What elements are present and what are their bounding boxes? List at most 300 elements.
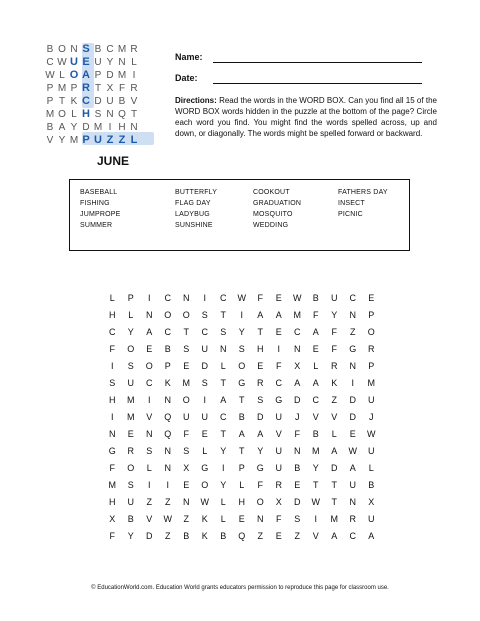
- word-item: GRADUATION: [253, 200, 302, 207]
- logo-letter: L: [130, 134, 138, 146]
- puzzle-letter[interactable]: D: [349, 395, 356, 405]
- puzzle-letter[interactable]: W: [311, 497, 320, 507]
- puzzle-letter[interactable]: M: [182, 378, 190, 388]
- puzzle-letter[interactable]: M: [108, 480, 116, 490]
- puzzle-grid: [103, 290, 381, 545]
- puzzle-letter[interactable]: C: [312, 395, 319, 405]
- logo-letter: K: [70, 96, 78, 107]
- logo-letter: B: [118, 96, 126, 107]
- puzzle-letter[interactable]: I: [147, 293, 151, 303]
- puzzle-letter[interactable]: S: [238, 344, 245, 354]
- puzzle-letter[interactable]: D: [294, 497, 301, 507]
- puzzle-letter[interactable]: I: [221, 463, 225, 473]
- logo-letter: R: [130, 44, 138, 55]
- word-item: PICNIC: [338, 211, 363, 218]
- puzzle-letter[interactable]: C: [164, 327, 171, 337]
- puzzle-letter[interactable]: P: [164, 361, 171, 371]
- puzzle-letter[interactable]: N: [164, 463, 171, 473]
- puzzle-letter[interactable]: D: [257, 412, 264, 422]
- logo-letter: P: [82, 134, 90, 146]
- logo-letter: R: [82, 82, 90, 94]
- puzzle-letter[interactable]: F: [276, 514, 282, 524]
- puzzle-letter[interactable]: Z: [165, 497, 171, 507]
- logo-letter: F: [118, 83, 126, 94]
- puzzle-letter[interactable]: M: [312, 446, 320, 456]
- puzzle-letter[interactable]: U: [127, 378, 134, 388]
- puzzle-letter[interactable]: P: [238, 463, 245, 473]
- directions: [175, 95, 437, 139]
- puzzle-letter[interactable]: F: [183, 429, 189, 439]
- puzzle-letter[interactable]: F: [276, 361, 282, 371]
- logo-letter: U: [70, 56, 78, 68]
- puzzle-letter[interactable]: P: [368, 310, 375, 320]
- puzzle-letter[interactable]: U: [368, 395, 375, 405]
- puzzle-letter[interactable]: B: [294, 463, 301, 473]
- puzzle-letter[interactable]: X: [294, 361, 301, 371]
- puzzle-letter[interactable]: W: [348, 446, 357, 456]
- logo-letter: C: [82, 95, 90, 107]
- puzzle-letter[interactable]: W: [237, 293, 246, 303]
- puzzle-letter[interactable]: E: [312, 344, 319, 354]
- puzzle-letter[interactable]: E: [275, 293, 282, 303]
- logo-letter: W: [45, 70, 55, 81]
- puzzle-letter[interactable]: Q: [164, 429, 172, 439]
- puzzle-letter[interactable]: F: [109, 344, 115, 354]
- logo-letter: Y: [106, 57, 114, 68]
- puzzle-letter[interactable]: L: [146, 463, 152, 473]
- puzzle-letter[interactable]: G: [201, 463, 209, 473]
- puzzle-letter[interactable]: E: [368, 293, 375, 303]
- puzzle-letter[interactable]: U: [368, 514, 375, 524]
- word-item: FLAG DAY: [175, 200, 211, 207]
- logo-letter: S: [82, 43, 90, 55]
- puzzle-letter[interactable]: C: [109, 327, 116, 337]
- logo-letter: A: [82, 69, 90, 81]
- puzzle-letter[interactable]: E: [146, 344, 153, 354]
- puzzle-letter[interactable]: I: [110, 361, 114, 371]
- logo-letter: N: [106, 109, 114, 120]
- logo-letter: D: [82, 122, 90, 133]
- puzzle-letter[interactable]: N: [220, 344, 227, 354]
- puzzle-letter[interactable]: A: [257, 429, 264, 439]
- puzzle-letter[interactable]: E: [183, 480, 190, 490]
- puzzle-letter[interactable]: S: [183, 344, 190, 354]
- puzzle-letter[interactable]: N: [349, 497, 356, 507]
- puzzle-letter[interactable]: C: [275, 378, 282, 388]
- puzzle-letter[interactable]: D: [349, 412, 356, 422]
- puzzle-letter[interactable]: N: [349, 310, 356, 320]
- logo-letter: M: [57, 83, 67, 94]
- puzzle-letter[interactable]: F: [109, 531, 115, 541]
- logo-letter: N: [70, 44, 78, 55]
- puzzle-letter[interactable]: G: [238, 378, 246, 388]
- puzzle-letter[interactable]: U: [275, 463, 282, 473]
- puzzle-letter[interactable]: V: [331, 412, 338, 422]
- puzzle-letter[interactable]: Z: [331, 395, 337, 405]
- puzzle-letter[interactable]: C: [164, 293, 171, 303]
- puzzle-letter[interactable]: U: [275, 412, 282, 422]
- word-item: LADYBUG: [175, 211, 210, 218]
- puzzle-letter[interactable]: N: [257, 514, 264, 524]
- puzzle-letter[interactable]: K: [164, 378, 171, 388]
- logo-letter: W: [57, 57, 67, 68]
- word-item: WEDDING: [253, 222, 289, 229]
- logo-letter: N: [118, 57, 126, 68]
- logo-letter: M: [93, 122, 103, 133]
- puzzle-letter[interactable]: G: [349, 344, 357, 354]
- puzzle-letter[interactable]: I: [203, 395, 206, 405]
- puzzle-letter[interactable]: O: [182, 310, 190, 320]
- name-field[interactable]: [213, 62, 422, 63]
- puzzle-letter[interactable]: G: [275, 395, 283, 405]
- logo-letter: O: [58, 44, 66, 55]
- logo-letter: P: [46, 83, 54, 94]
- puzzle-letter[interactable]: I: [314, 514, 317, 524]
- puzzle-letter[interactable]: X: [275, 497, 282, 507]
- puzzle-letter[interactable]: H: [109, 497, 116, 507]
- date-field[interactable]: [213, 83, 422, 84]
- puzzle-letter[interactable]: C: [220, 412, 227, 422]
- puzzle-letter[interactable]: G: [108, 446, 116, 456]
- puzzle-letter[interactable]: C: [220, 293, 227, 303]
- word-item: FISHING: [80, 200, 110, 207]
- puzzle-letter[interactable]: T: [257, 327, 263, 337]
- puzzle-letter[interactable]: N: [183, 497, 190, 507]
- logo-letter: Z: [106, 134, 114, 146]
- puzzle-letter[interactable]: V: [312, 531, 319, 541]
- puzzle-letter[interactable]: O: [256, 497, 264, 507]
- logo-letter: V: [130, 96, 138, 107]
- puzzle-letter[interactable]: M: [127, 412, 135, 422]
- logo-letter: Y: [58, 135, 66, 146]
- logo-letter: Y: [70, 122, 78, 133]
- logo-letter: I: [132, 70, 136, 81]
- puzzle-letter[interactable]: U: [201, 412, 208, 422]
- puzzle-letter[interactable]: E: [127, 429, 134, 439]
- puzzle-letter[interactable]: X: [368, 497, 375, 507]
- word-item: SUNSHINE: [175, 222, 213, 229]
- puzzle-letter[interactable]: B: [220, 531, 227, 541]
- puzzle-letter[interactable]: I: [351, 378, 354, 388]
- directions-text: Read the words in the WORD BOX. Can you find all 15 of the WORD BOX words hidden in the puzzle at the bottom of the page? Circle each word you find. You might find the words spelled across, up and down, or diagonally. The words might be spelled forward or backward.: [175, 96, 437, 138]
- puzzle-letter[interactable]: N: [146, 310, 153, 320]
- puzzle-letter[interactable]: S: [109, 378, 116, 388]
- puzzle-letter[interactable]: B: [164, 344, 171, 354]
- puzzle-letter[interactable]: R: [331, 361, 338, 371]
- logo-letter: N: [130, 122, 138, 133]
- puzzle-letter[interactable]: K: [201, 514, 208, 524]
- logo-letter: R: [130, 83, 138, 94]
- logo-letter: M: [117, 70, 127, 81]
- puzzle-letter[interactable]: L: [239, 480, 245, 490]
- puzzle-letter[interactable]: O: [145, 361, 153, 371]
- puzzle-letter[interactable]: L: [220, 361, 226, 371]
- puzzle-letter[interactable]: E: [201, 429, 208, 439]
- puzzle-letter[interactable]: O: [127, 463, 135, 473]
- puzzle-letter[interactable]: V: [146, 514, 153, 524]
- puzzle-letter[interactable]: E: [294, 480, 301, 490]
- puzzle-letter[interactable]: B: [368, 480, 375, 490]
- logo-letter: U: [94, 57, 102, 68]
- puzzle-letter[interactable]: W: [367, 429, 376, 439]
- puzzle-letter[interactable]: B: [312, 293, 319, 303]
- puzzle-letter[interactable]: D: [201, 361, 208, 371]
- puzzle-letter[interactable]: L: [128, 310, 134, 320]
- puzzle-letter[interactable]: I: [203, 293, 206, 303]
- puzzle-letter[interactable]: P: [368, 361, 375, 371]
- puzzle-letter[interactable]: F: [257, 293, 263, 303]
- puzzle-letter[interactable]: S: [146, 446, 153, 456]
- puzzle-letter[interactable]: Z: [183, 514, 189, 524]
- puzzle-letter[interactable]: F: [294, 429, 300, 439]
- puzzle-letter[interactable]: N: [164, 395, 171, 405]
- puzzle-letter[interactable]: A: [220, 395, 227, 405]
- puzzle-letter[interactable]: A: [146, 327, 153, 337]
- puzzle-letter[interactable]: E: [257, 361, 264, 371]
- puzzle-letter[interactable]: I: [147, 480, 151, 490]
- puzzle-letter[interactable]: N: [294, 446, 301, 456]
- word-item: BUTTERFLY: [175, 189, 218, 196]
- puzzle-letter[interactable]: T: [239, 446, 245, 456]
- puzzle-letter[interactable]: H: [238, 497, 245, 507]
- logo-letter: Z: [118, 134, 126, 146]
- puzzle-letter[interactable]: B: [127, 514, 134, 524]
- puzzle-letter[interactable]: A: [312, 327, 319, 337]
- puzzle-letter[interactable]: Y: [220, 480, 227, 490]
- puzzle-letter[interactable]: W: [163, 514, 172, 524]
- puzzle-letter[interactable]: J: [369, 412, 374, 422]
- puzzle-letter[interactable]: S: [201, 310, 208, 320]
- puzzle-letter[interactable]: A: [368, 531, 375, 541]
- puzzle-letter[interactable]: T: [313, 480, 319, 490]
- puzzle-letter[interactable]: A: [257, 310, 264, 320]
- puzzle-letter[interactable]: G: [256, 463, 264, 473]
- puzzle-letter[interactable]: F: [257, 480, 263, 490]
- puzzle-letter[interactable]: T: [220, 310, 226, 320]
- puzzle-letter[interactable]: E: [349, 429, 356, 439]
- puzzle-letter[interactable]: E: [275, 327, 282, 337]
- logo-letter: U: [94, 134, 102, 146]
- puzzle-letter[interactable]: F: [331, 327, 337, 337]
- puzzle-letter[interactable]: D: [294, 395, 301, 405]
- logo-letter: U: [106, 96, 114, 107]
- puzzle-letter[interactable]: S: [127, 480, 134, 490]
- page-title: JUNE: [97, 154, 130, 168]
- puzzle-letter[interactable]: S: [294, 514, 301, 524]
- puzzle-letter[interactable]: T: [331, 497, 337, 507]
- puzzle-letter[interactable]: C: [201, 327, 208, 337]
- puzzle-letter[interactable]: A: [275, 310, 282, 320]
- puzzle-letter[interactable]: M: [330, 514, 338, 524]
- puzzle-letter[interactable]: X: [183, 463, 190, 473]
- puzzle-letter[interactable]: U: [275, 446, 282, 456]
- puzzle-letter[interactable]: N: [164, 446, 171, 456]
- puzzle-letter[interactable]: K: [331, 378, 338, 388]
- puzzle-letter[interactable]: V: [275, 429, 282, 439]
- puzzle-letter[interactable]: A: [331, 446, 338, 456]
- puzzle-letter[interactable]: Z: [165, 531, 171, 541]
- logo-letter: X: [106, 83, 114, 94]
- logo-letter: L: [71, 109, 77, 120]
- puzzle-letter[interactable]: O: [127, 344, 135, 354]
- puzzle-letter[interactable]: V: [312, 412, 319, 422]
- puzzle-letter[interactable]: M: [367, 378, 375, 388]
- puzzle-letter[interactable]: W: [293, 293, 302, 303]
- puzzle-letter[interactable]: W: [200, 497, 209, 507]
- puzzle-letter[interactable]: S: [257, 395, 264, 405]
- puzzle-letter[interactable]: N: [349, 361, 356, 371]
- puzzle-letter[interactable]: Y: [220, 446, 227, 456]
- puzzle-letter[interactable]: T: [331, 480, 337, 490]
- puzzle-letter[interactable]: T: [220, 429, 226, 439]
- puzzle-letter[interactable]: Y: [312, 463, 319, 473]
- puzzle-letter[interactable]: M: [127, 395, 135, 405]
- puzzle-letter[interactable]: M: [293, 310, 301, 320]
- puzzle-letter[interactable]: T: [220, 378, 226, 388]
- logo-letter: B: [94, 44, 102, 55]
- puzzle-letter[interactable]: Q: [238, 531, 246, 541]
- puzzle-letter[interactable]: H: [109, 395, 116, 405]
- word-item: COOKOUT: [253, 189, 290, 196]
- puzzle-letter[interactable]: L: [202, 446, 208, 456]
- directions-label: Directions:: [175, 96, 217, 105]
- puzzle-letter[interactable]: V: [146, 412, 153, 422]
- puzzle-letter[interactable]: A: [294, 378, 301, 388]
- puzzle-letter[interactable]: C: [349, 531, 356, 541]
- logo-letter: B: [46, 44, 54, 55]
- puzzle-letter[interactable]: Y: [238, 327, 245, 337]
- footer-copyright: © EducationWorld.com. Education World grants educators permission to reproduce this page for classroom use.: [91, 585, 389, 591]
- puzzle-letter[interactable]: H: [109, 310, 116, 320]
- puzzle-letter[interactable]: Y: [127, 531, 134, 541]
- puzzle-letter[interactable]: K: [201, 531, 208, 541]
- puzzle-letter[interactable]: T: [239, 395, 245, 405]
- puzzle-letter[interactable]: A: [238, 429, 245, 439]
- puzzle-letter[interactable]: Z: [257, 531, 263, 541]
- puzzle-letter[interactable]: S: [127, 361, 134, 371]
- logo-letter: P: [46, 96, 54, 107]
- puzzle-letter[interactable]: Z: [294, 531, 300, 541]
- puzzle-letter[interactable]: H: [257, 344, 264, 354]
- puzzle-letter[interactable]: O: [182, 395, 190, 405]
- word-box: [69, 179, 410, 251]
- logo-letter: M: [45, 109, 55, 120]
- puzzle-letter[interactable]: I: [110, 412, 114, 422]
- puzzle-letter[interactable]: U: [127, 497, 134, 507]
- puzzle-letter[interactable]: U: [331, 293, 338, 303]
- puzzle-letter[interactable]: S: [183, 446, 190, 456]
- puzzle-letter[interactable]: Z: [350, 327, 356, 337]
- logo-letter: A: [58, 122, 66, 133]
- puzzle-letter[interactable]: L: [368, 463, 374, 473]
- puzzle-letter[interactable]: R: [349, 514, 356, 524]
- puzzle-letter[interactable]: I: [277, 344, 280, 354]
- puzzle-letter[interactable]: U: [183, 412, 190, 422]
- puzzle-letter[interactable]: X: [109, 514, 116, 524]
- puzzle-letter[interactable]: C: [349, 293, 356, 303]
- puzzle-letter[interactable]: A: [331, 531, 338, 541]
- puzzle-letter[interactable]: F: [313, 310, 319, 320]
- puzzle-letter[interactable]: L: [109, 293, 115, 303]
- puzzle-letter[interactable]: A: [312, 378, 319, 388]
- puzzle-letter[interactable]: O: [367, 327, 375, 337]
- puzzle-letter[interactable]: Y: [331, 310, 338, 320]
- logo-letter: I: [108, 122, 112, 133]
- logo-letter: L: [131, 57, 137, 68]
- puzzle-letter[interactable]: F: [109, 463, 115, 473]
- puzzle-letter[interactable]: O: [164, 310, 172, 320]
- puzzle-letter[interactable]: Y: [127, 327, 134, 337]
- puzzle-letter[interactable]: B: [312, 429, 319, 439]
- puzzle-letter[interactable]: J: [295, 412, 300, 422]
- puzzle-letter[interactable]: U: [368, 446, 375, 456]
- puzzle-letter[interactable]: O: [238, 361, 246, 371]
- puzzle-letter[interactable]: I: [240, 310, 243, 320]
- puzzle-letter[interactable]: L: [331, 429, 337, 439]
- puzzle-letter[interactable]: R: [368, 344, 375, 354]
- word-item: BASEBALL: [80, 189, 118, 196]
- puzzle-letter[interactable]: E: [183, 361, 190, 371]
- puzzle-letter[interactable]: N: [146, 429, 153, 439]
- word-item: INSECT: [338, 200, 365, 207]
- logo-letter: P: [94, 70, 102, 81]
- puzzle-letter[interactable]: O: [201, 480, 209, 490]
- logo-word-search: [44, 43, 140, 147]
- puzzle-letter[interactable]: F: [331, 344, 337, 354]
- puzzle-letter[interactable]: E: [275, 531, 282, 541]
- logo-letter: M: [69, 135, 79, 146]
- puzzle-letter[interactable]: D: [331, 463, 338, 473]
- puzzle-letter[interactable]: A: [349, 463, 356, 473]
- puzzle-letter[interactable]: R: [127, 446, 134, 456]
- logo-letter: H: [82, 108, 90, 120]
- puzzle-letter[interactable]: C: [294, 327, 301, 337]
- puzzle-letter[interactable]: N: [183, 293, 190, 303]
- puzzle-letter[interactable]: R: [275, 480, 282, 490]
- puzzle-letter[interactable]: L: [220, 514, 226, 524]
- logo-letter: C: [46, 57, 54, 68]
- puzzle-letter[interactable]: I: [166, 480, 169, 490]
- logo-letter: E: [82, 56, 90, 68]
- logo-letter: B: [46, 122, 54, 133]
- puzzle-letter[interactable]: I: [147, 395, 151, 405]
- puzzle-letter[interactable]: S: [201, 378, 208, 388]
- puzzle-letter[interactable]: B: [183, 531, 190, 541]
- puzzle-letter[interactable]: S: [220, 327, 227, 337]
- logo-letter: T: [94, 83, 102, 94]
- puzzle-letter[interactable]: P: [127, 293, 134, 303]
- logo-letter: Q: [118, 109, 126, 120]
- puzzle-letter[interactable]: R: [257, 378, 264, 388]
- puzzle-letter[interactable]: T: [183, 327, 189, 337]
- logo-letter: S: [94, 109, 102, 120]
- puzzle-letter[interactable]: D: [146, 531, 153, 541]
- date-label: Date:: [175, 73, 198, 83]
- puzzle-letter[interactable]: C: [146, 378, 153, 388]
- name-label: Name:: [175, 52, 203, 62]
- puzzle-letter[interactable]: L: [313, 361, 319, 371]
- puzzle-letter[interactable]: U: [349, 480, 356, 490]
- puzzle-letter[interactable]: Q: [164, 412, 172, 422]
- puzzle-letter[interactable]: E: [238, 514, 245, 524]
- puzzle-letter[interactable]: Z: [146, 497, 152, 507]
- puzzle-letter[interactable]: N: [294, 344, 301, 354]
- puzzle-letter[interactable]: N: [109, 429, 116, 439]
- puzzle-letter[interactable]: Y: [257, 446, 264, 456]
- puzzle-letter[interactable]: L: [220, 497, 226, 507]
- puzzle-letter[interactable]: U: [201, 344, 208, 354]
- puzzle-letter[interactable]: B: [238, 412, 245, 422]
